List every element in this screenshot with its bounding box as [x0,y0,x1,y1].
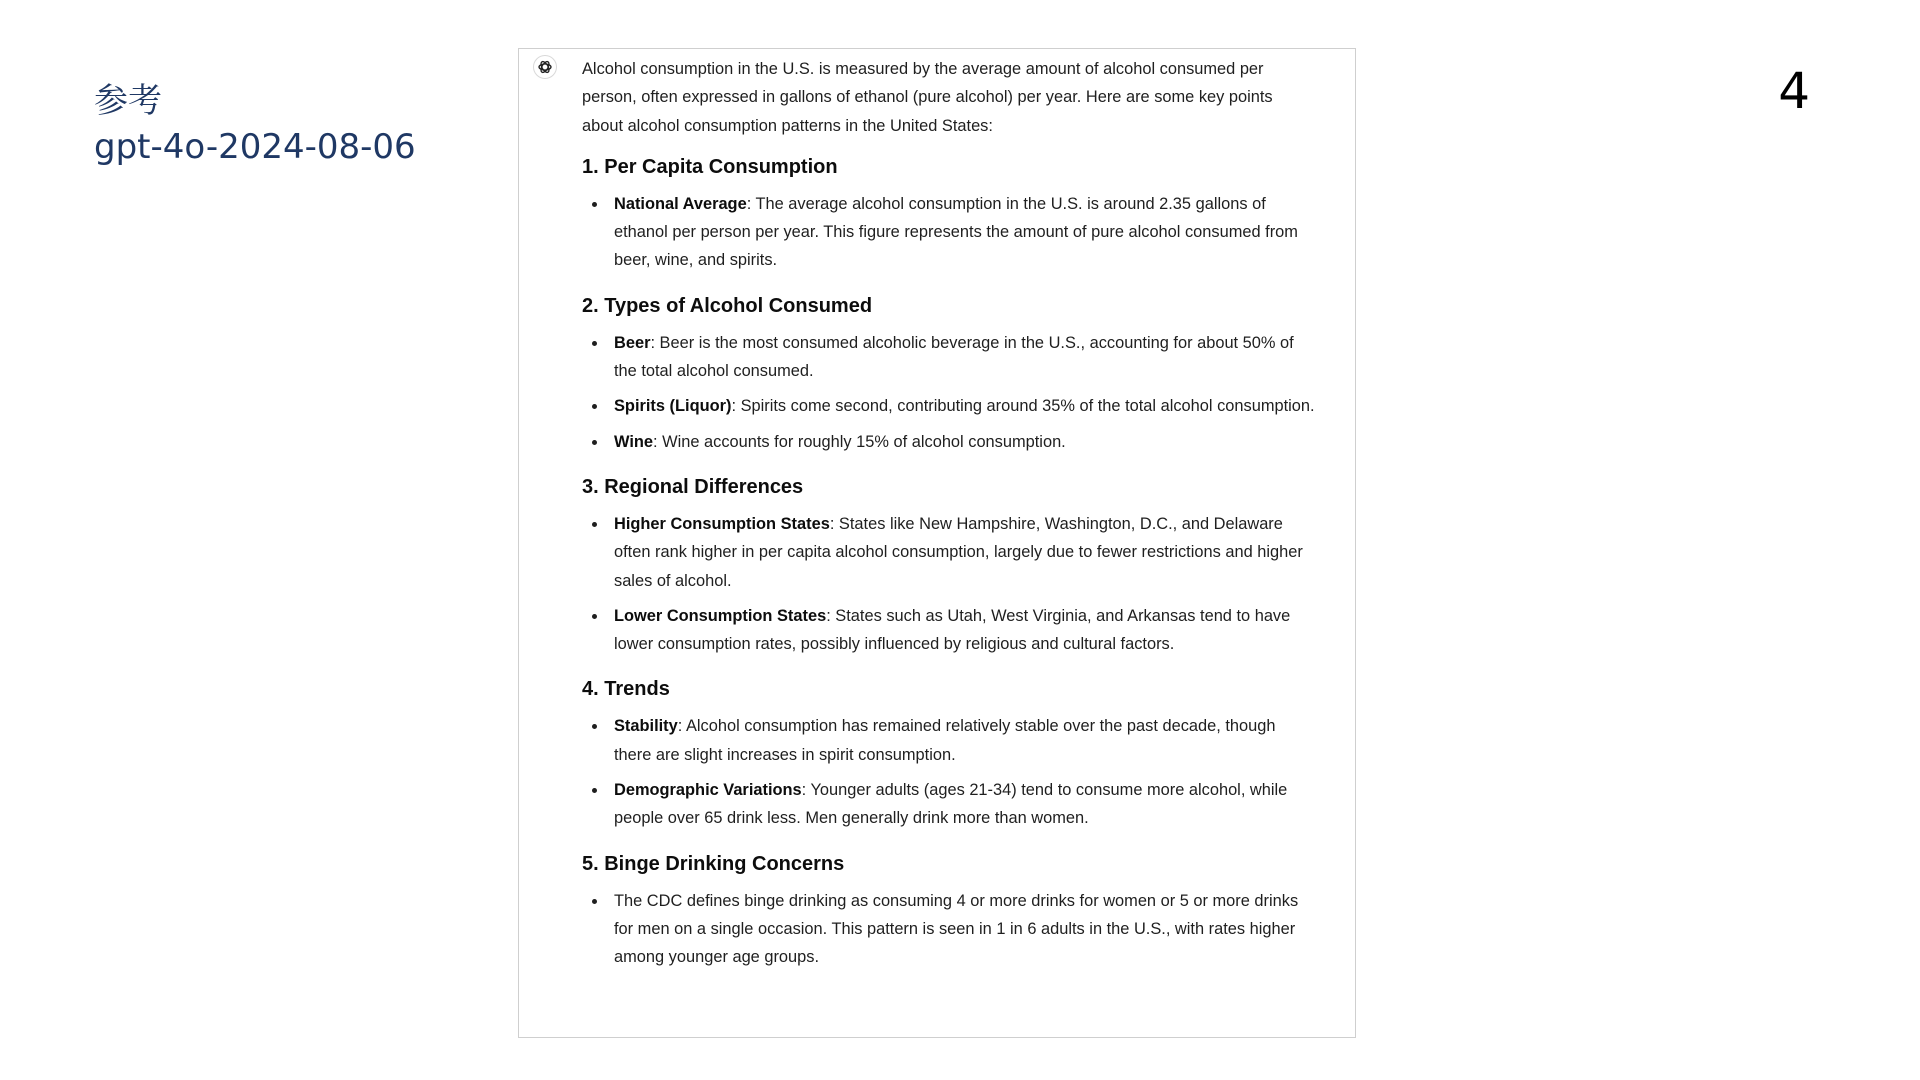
bullet-text: : Wine accounts for roughly 15% of alcohol consumption. [653,432,1066,451]
bullet-text: The CDC defines binge drinking as consuming 4 or more drinks for women or 5 or more drinks for men on a single occasion. This pattern is seen in 1 in 6 adults in the U.S., with rates higher among younger age groups. [614,891,1299,967]
bullet-list [582,887,1317,972]
bullet-text: : The average alcohol consumption in the U.S. is around 2.35 gallons of ethanol per person per year. This figure represents the amount of pure alcohol consumed from beer, wine, and spirits. [614,194,1298,270]
list-item [582,776,1317,833]
section-heading: 5. Binge Drinking Concerns [582,852,845,875]
bullet-text: : States like New Hampshire, Washington, D.C., and Delaware often rank higher in per capita alcohol consumption, largely due to fewer restrictions and higher sales of alcohol. [614,514,1303,590]
section-heading: 1. Per Capita Consumption [582,155,838,178]
list-item [582,392,1317,420]
bullet-text: : Alcohol consumption has remained relatively stable over the past decade, though there are slight increases in spirit consumption. [614,717,1276,764]
section-heading: 3. Regional Differences [582,475,804,498]
list-item [582,190,1317,275]
bullet-term: Beer [614,333,651,352]
bullet-term: Higher Consumption States [614,514,830,533]
bullet-text: : Spirits come second, contributing around 35% of the total alcohol consumption. [731,397,1315,416]
list-item [582,329,1317,386]
slide-label-model: gpt-4o-2024-08-06 [94,127,416,167]
bullet-list [582,329,1317,456]
bullet-term: Wine [614,432,654,451]
slide-label-reference: 参考 [94,81,162,121]
section-types [582,292,1317,456]
bullet-term: Lower Consumption States [614,606,827,625]
list-item [582,887,1317,972]
chat-response-screenshot [518,48,1356,1038]
section-heading: 4. Trends [582,678,670,701]
bullet-list [582,190,1317,275]
section-binge [582,850,1317,972]
section-heading: 2. Types of Alcohol Consumed [582,294,873,317]
bullet-text: : States such as Utah, West Virginia, and Arkansas tend to have lower consumption rates, possibly influenced by religious and cultural factors. [614,606,1291,654]
openai-logo-glyph [537,59,553,75]
list-item [582,428,1317,456]
bullet-term: Stability [614,717,678,736]
list-item [582,712,1317,769]
bullet-text: : Younger adults (ages 21-34) tend to consume more alcohol, while people over 65 drink less. Men generally drink more than women. [614,781,1288,828]
bullet-list [582,712,1317,832]
section-trends [582,675,1317,832]
bullet-text: : Beer is the most consumed alcoholic beverage in the U.S., accounting for about 50% of the total alcohol consumed. [614,333,1294,381]
section-regional [582,473,1317,658]
list-item [582,510,1317,595]
bullet-list [582,510,1317,658]
openai-logo-icon [533,55,557,79]
list-item [582,602,1317,659]
slide-label [94,78,416,170]
section-per-capita [582,153,1317,275]
bullet-term: National Average [614,194,747,213]
page-number: 4 [1778,62,1810,120]
bullet-term: Spirits (Liquor) [614,397,732,416]
intro-paragraph: Alcohol consumption in the U.S. is measured by the average amount of alcohol consumed per person, often expressed in gallons of ethanol (pure alcohol) per year. Here are some key points about alcohol consumption patterns in the United States: [582,60,1273,135]
assistant-message [582,55,1317,989]
bullet-term: Demographic Variations [614,781,802,800]
